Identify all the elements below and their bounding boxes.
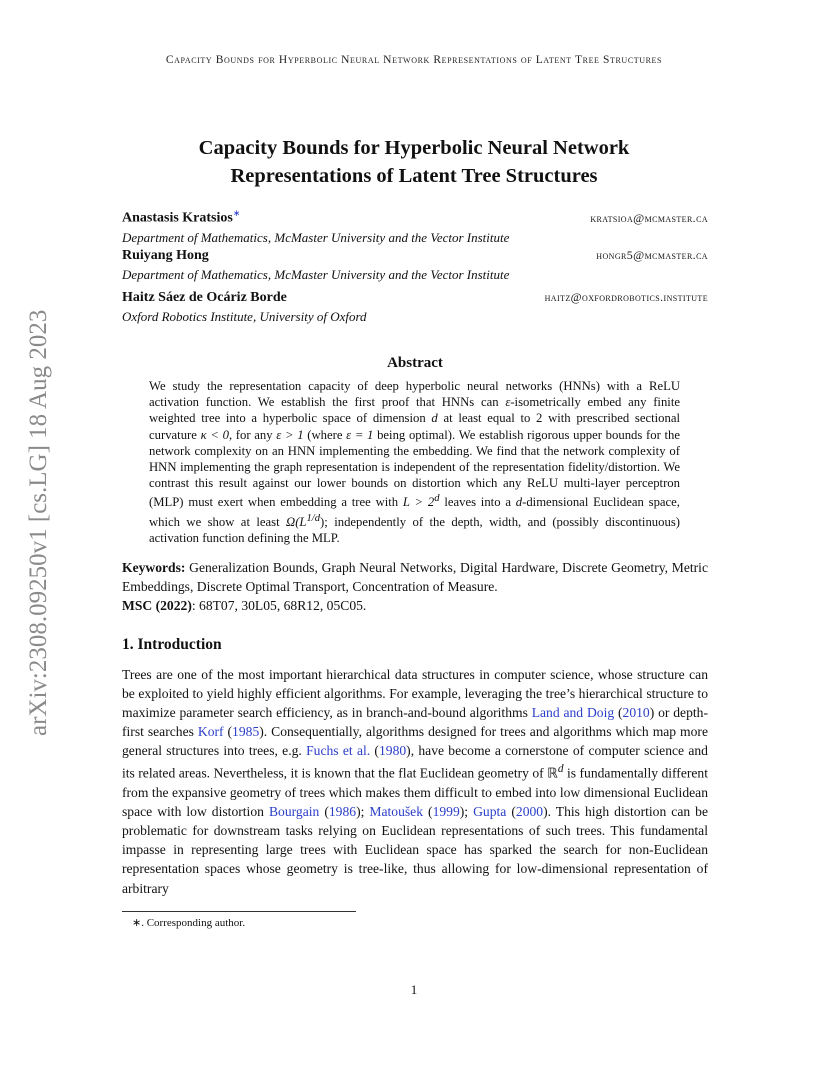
author-email[interactable]: kratsioa@mcmaster.ca [590,210,708,225]
author-affiliation: Oxford Robotics Institute, University of Oxford [122,309,367,324]
author-affiliation: Department of Mathematics, McMaster University and the Vector Institute [122,229,510,245]
citation-year-link[interactable]: 1985 [232,724,260,740]
author-name: Haitz Sáez de Ocáriz Borde [122,290,287,305]
msc-label: MSC (2022) [122,598,192,613]
citation-link[interactable]: Gupta [473,804,507,820]
citation-link[interactable]: Korf [197,724,224,740]
author-name: Anastasis Kratsios∗ [122,208,241,226]
citation-link[interactable]: Fuchs et al. [306,743,371,759]
arxiv-stamp[interactable]: arXiv:2308.09250v1 [cs.LG] 18 Aug 2023 [25,309,52,737]
running-head: Capacity Bounds for Hyperbolic Neural Network Representations of Latent Tree Structures [165,54,663,66]
author-email[interactable]: hongr5@mcmaster.ca [596,248,708,262]
citation-year-link[interactable]: 1999 [432,804,460,820]
footnote: ∗. Corresponding author. [132,917,246,929]
abstract-heading: Abstract [387,355,443,371]
page-number: 1 [410,982,418,997]
corresponding-mark[interactable]: ∗ [232,208,241,218]
citation-year-link[interactable]: 1980 [378,743,407,759]
paper-title [120,134,708,190]
citation-year-link[interactable]: 1986 [328,804,357,820]
citation-year-link[interactable]: 2010 [622,705,650,721]
msc-text: : 68T07, 30L05, 68R12, 05C05. [191,598,367,613]
citation-link[interactable]: Bourgain [268,804,320,820]
citation-year-link[interactable]: 2000 [515,804,544,820]
author-2 [122,248,708,283]
keywords-label: Keywords: [122,560,186,575]
title-line-1: Capacity Bounds for Hyperbolic Neural Network [198,137,630,159]
author-name: Ruiyang Hong [122,248,209,263]
author-email[interactable]: haitz@oxfordrobotics.institute [544,290,708,304]
footnote-divider [122,911,356,912]
abstract-body: We study the representation capacity of deep hyperbolic neural networks (HNNs) with a ReLU activation function. We establish the first proof that HNNs can ε-isometrically embed any finite weighted tree into a hyperbolic space of dimension d at least equal to 2 with prescribed sectional curvature κ < 0, for any ε > 1 (where ε = 1 being optimal). We establish rigorous upper bounds for the network complexity on an HNN implementing the embedding. We find that the network complexity of HNN implementing the graph representation is independent of the representation fidelity/distortion. We contrast this result against our lower bounds on distortion which any ReLU multi-layer perceptron (MLP) must exert when embedding a tree with $L > 2^d$ leaves into a d-dimensional Euclidean space, which we show at least $\Omega(L^{1/d})$; independently of the depth, width, and (possibly discontinuous) activation function defining the MLP. [149,379,680,546]
author-1 [122,208,708,246]
section-heading: 1. Introduction [122,636,222,653]
title-line-2: Representations of Latent Tree Structures [230,165,598,187]
author-3 [122,290,708,325]
citation-link[interactable]: Matoušek [369,804,424,820]
author-affiliation: Department of Mathematics, McMaster University and the Vector Institute [122,267,510,282]
keywords-text: Generalization Bounds, Graph Neural Networks, Digital Hardware, Discrete Geometry, Metric Embeddings, Discrete Optimal Transport, Concentration of Measure. [122,560,708,594]
citation-link[interactable]: Land and Doig [531,705,615,721]
keywords-block [122,558,708,615]
intro-paragraph: Trees are one of the most important hierarchical data structures in computer science, whose structure can be exploited to yield highly efficient algorithms. For example, leveraging the tree’s hierarchical structure to maximize parameter search efficiency, as in branch-and-bound algorithms Land and Doig (2010) or depth-first searches Korf (1985). Consequentially, algorithms designed for trees and algorithms which map more general structures into trees, e.g. Fuchs et al. (1980), have become a cornerstone of computer science and its related areas. Nevertheless, it is known that the flat Euclidean geometry of ℝ$^d$ is fundamentally different from the expansive geometry of trees which makes them difficult to embed into low dimensional Euclidean space with low distortion Bourgain (1986); Matoušek (1999); Gupta (2000). This high distortion can be problematic for downstream tasks relying on Euclidean representations of such trees. This fundamental impasse in representing large trees with Euclidean space has sparked the search for non-Euclidean representation spaces whose geometry is tree-like, thus allowing for low-dimensional representation of arbitrary [122,667,709,896]
